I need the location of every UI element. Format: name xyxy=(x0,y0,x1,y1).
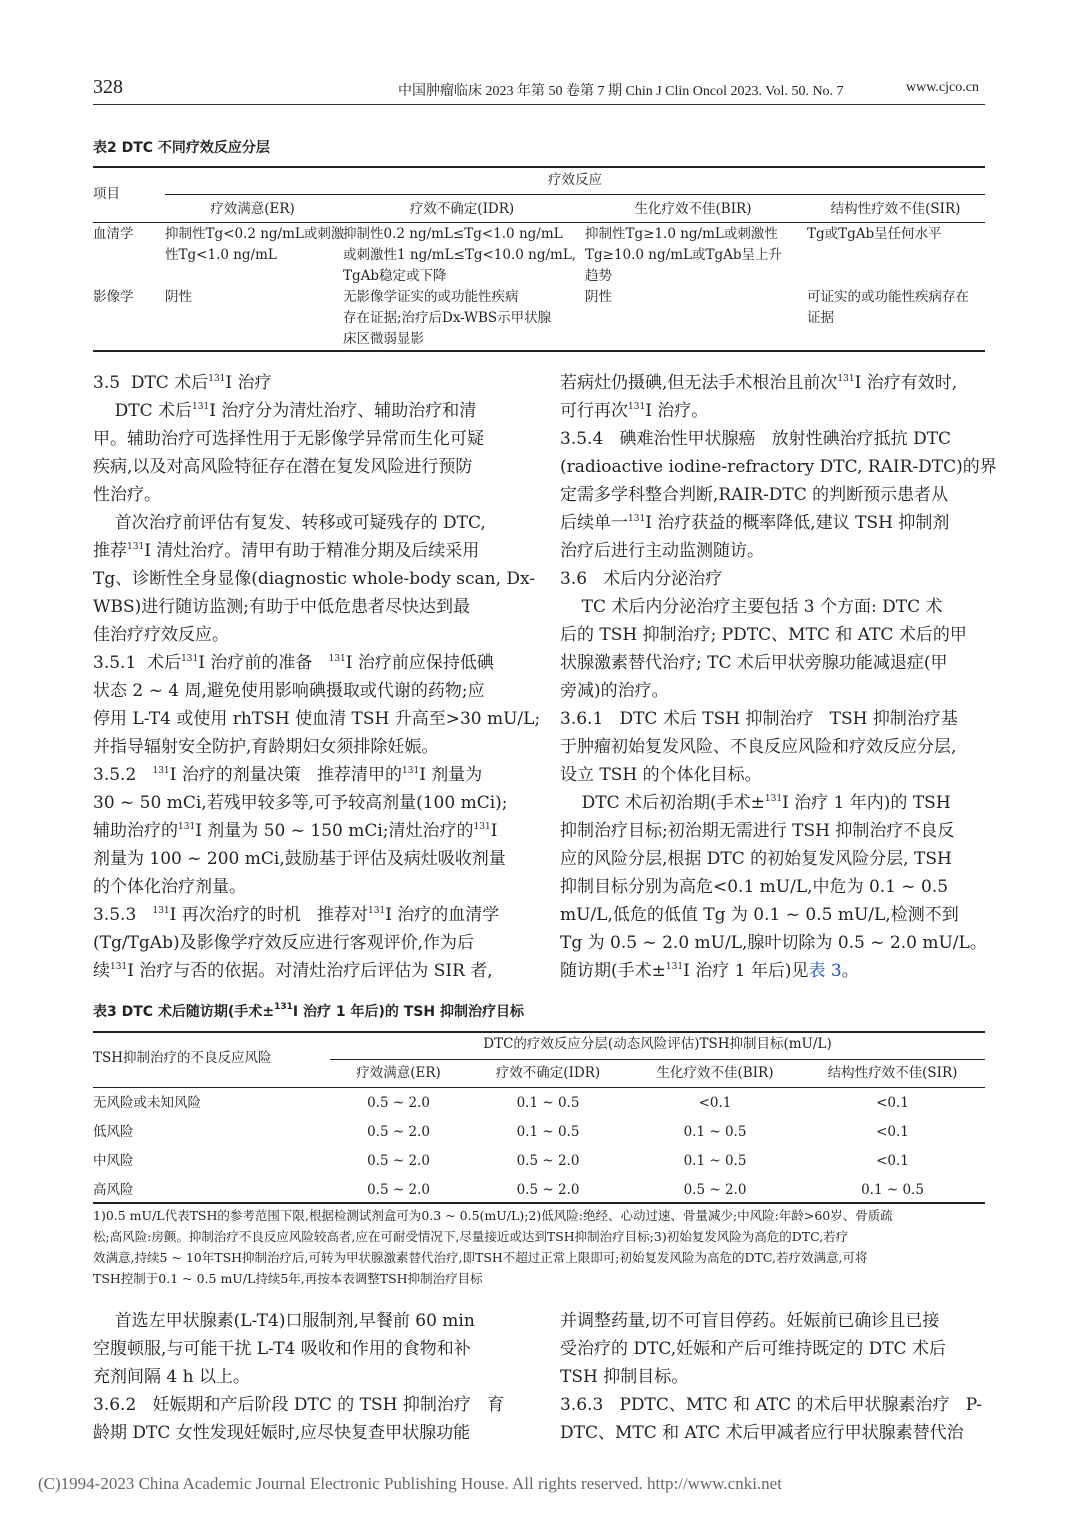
text-line: 辅助治疗的$^{131}$I 剂量为 50 ~ 150 mCi;清灶治疗的$^{131}$I xyxy=(93,821,498,841)
text-line: 定需多学科整合判断,RAIR-DTC 的判断预示患者从 xyxy=(560,485,949,505)
table3-top-rule xyxy=(93,1031,985,1033)
text-line: 3.5.2 $^{131}$I 治疗的剂量决策 推荐清甲的$^{131}$I 剂量为 xyxy=(93,765,483,785)
table2-col-idr: 疗效不确定(IDR) xyxy=(409,201,515,217)
text-line: 状腺激素替代治疗; TC 术后甲状旁腺功能减退症(甲 xyxy=(560,653,948,673)
table3-cell: 0.5 ~ 2.0 xyxy=(683,1182,747,1198)
text-line: 3.6.2 妊娠期和产后阶段 DTC 的 TSH 抑制治疗 育 xyxy=(93,1395,505,1415)
text-line: 设立 TSH 的个体化目标。 xyxy=(560,765,762,785)
table3-cell: 0.5 ~ 2.0 xyxy=(516,1153,580,1169)
table3-cell: <0.1 xyxy=(876,1124,909,1140)
table3-row-label: 中风险 xyxy=(93,1153,134,1169)
table2-cell: Tg或TgAb呈任何水平 xyxy=(807,226,942,242)
text-line: (Tg/TgAb)及影像学疗效反应进行客观评价,作为后 xyxy=(93,933,474,953)
table3-note-line: 1)0.5 mU/L代表TSH的参考范围下限,根据检测试剂盒可为0.3 ~ 0.5(mU/L);2)低风险:绝经、心动过速、骨量减少;中风险:年龄>60岁、骨质疏 xyxy=(93,1208,893,1223)
table2-cell: 抑制性0.2 ng/mL≤Tg<1.0 ng/mL 或刺激性1 ng/mL≤Tg<10.0 ng/mL, TgAb稳定或下降 xyxy=(343,226,577,284)
table2-col-bir: 生化疗效不佳(BIR) xyxy=(634,201,752,217)
table2-cell: 无影像学证实的或功能性疾病 存在证据;治疗后Dx-WBS示甲状腺 床区微弱显影 xyxy=(343,289,552,347)
table3-cell: 0.1 ~ 0.5 xyxy=(683,1153,747,1169)
text-line: 的个体化治疗剂量。 xyxy=(93,877,246,897)
copyright-footer: (C)1994-2023 China Academic Journal Electronic Publishing House. All rights reserved. http://www.cnki.net xyxy=(38,1474,782,1493)
table3-notes xyxy=(93,1205,893,1289)
table2-top-rule xyxy=(93,166,985,168)
text-line: 3.6.1 DTC 术后 TSH 抑制治疗 TSH 抑制治疗基 xyxy=(560,709,958,729)
text-line: 3.6 术后内分泌治疗 xyxy=(560,569,723,589)
text-line: 受治疗的 DTC,妊娠和产后可维持既定的 DTC 术后 xyxy=(560,1339,946,1359)
text-line: 于肿瘤初始复发风险、不良反应风险和疗效反应分层, xyxy=(560,737,957,757)
table2-cell: 抑制性Tg<0.2 ng/mL或刺激 性Tg<1.0 ng/mL xyxy=(165,226,345,263)
text-line: 治疗后进行主动监测随访。 xyxy=(560,541,764,561)
table3-cell: 0.5 ~ 2.0 xyxy=(367,1124,430,1140)
table3-cell: <0.1 xyxy=(876,1095,909,1111)
table2-row-label: 影像学 xyxy=(93,289,134,305)
table3-col-group: DTC的疗效反应分层(动态风险评估)TSH抑制目标(mU/L) xyxy=(483,1036,832,1052)
text-line: 龄期 DTC 女性发现妊娠时,应尽快复查甲状腺功能 xyxy=(93,1423,471,1443)
bottom-left-column xyxy=(93,1307,504,1447)
table2-group-rule xyxy=(165,194,985,195)
text-line: 甲。辅助治疗可选择性用于无影像学异常而生化可疑 xyxy=(93,429,484,449)
text-line: 状态 2 ~ 4 周,避免使用影响碘摄取或代谢的药物;应 xyxy=(93,681,485,701)
table2-col-er: 疗效满意(ER) xyxy=(210,201,295,217)
text-line: 首次治疗前评估有复发、转移或可疑残存的 DTC, xyxy=(93,513,486,533)
text-line: 3.5.3 $^{131}$I 再次治疗的时机 推荐对$^{131}$I 治疗的血清学 xyxy=(93,905,500,925)
table2-caption: 表2 DTC 不同疗效反应分层 xyxy=(93,140,270,156)
table2-cell: 抑制性Tg≥1.0 ng/mL或刺激性 Tg≥10.0 ng/mL或TgAb呈上升 趋势 xyxy=(585,226,782,284)
table3-cell: 0.5 ~ 2.0 xyxy=(367,1095,430,1111)
text-line: (radioactive iodine-refractory DTC, RAIR-DTC)的界 xyxy=(560,457,997,477)
table3-cell: 0.1 ~ 0.5 xyxy=(516,1124,580,1140)
text-line: 可行再次$^{131}$I 治疗。 xyxy=(560,401,709,421)
table2-bottom-rule xyxy=(93,350,985,352)
table3-row-label: 高风险 xyxy=(93,1182,134,1198)
table3-cell: <0.1 xyxy=(698,1095,732,1111)
text-line: 续$^{131}$I 治疗与否的依据。对清灶治疗后评估为 SIR 者, xyxy=(93,961,493,981)
table-reference-link[interactable]: 表 3 xyxy=(808,961,842,981)
text-line: 停用 L-T4 或使用 rhTSH 使血清 TSH 升高至>30 mU/L; xyxy=(93,709,541,729)
table3-col-bir: 生化疗效不佳(BIR) xyxy=(656,1065,774,1081)
table2-head-rule xyxy=(93,222,985,223)
table3-row-label: 无风险或未知风险 xyxy=(93,1095,201,1111)
text-line: 充剂间隔 4 h 以上。 xyxy=(93,1367,250,1387)
text-line: 后续单一$^{131}$I 治疗获益的概率降低,建议 TSH 抑制剂 xyxy=(560,513,950,533)
table3-col-idr: 疗效不确定(IDR) xyxy=(495,1065,601,1081)
table3-cell: 0.1 ~ 0.5 xyxy=(683,1124,747,1140)
text-line: DTC、MTC 和 ATC 术后甲减者应行甲状腺素替代治 xyxy=(560,1423,964,1443)
table3-row-label: 低风险 xyxy=(93,1124,134,1140)
text-line: 3.5 DTC 术后$^{131}$I 治疗 xyxy=(93,373,272,393)
text-line: 并调整药量,切不可盲目停药。妊娠前已确诊且已接 xyxy=(560,1311,940,1331)
table2-col-item: 项目 xyxy=(93,186,120,202)
text-line: 抑制治疗目标;初治期无需进行 TSH 抑制治疗不良反 xyxy=(560,821,955,841)
text-line: 若病灶仍摄碘,但无法手术根治且前次$^{131}$I 治疗有效时, xyxy=(560,373,958,393)
table3-col-er: 疗效满意(ER) xyxy=(356,1065,441,1081)
table3-cell: 0.5 ~ 2.0 xyxy=(367,1153,430,1169)
text-line: mU/L,低危的低值 Tg 为 0.1 ~ 0.5 mU/L,检测不到 xyxy=(560,905,959,925)
journal-header: 中国肿瘤临床 2023 年第 50 卷第 7 期 Chin J Clin Oncol 2023. Vol. 50. No. 7 xyxy=(398,84,844,99)
text-line: 3.5.4 碘难治性甲状腺癌 放射性碘治疗抵抗 DTC xyxy=(560,429,952,449)
table3-note-line: TSH控制于0.1 ~ 0.5 mU/L持续5年,再按本表调整TSH抑制治疗目标 xyxy=(93,1271,483,1286)
table2-row-label: 血清学 xyxy=(93,226,134,242)
body-right-column xyxy=(560,369,997,985)
table3-cell: 0.1 ~ 0.5 xyxy=(861,1182,924,1198)
text-line: DTC 术后$^{131}$I 治疗分为清灶治疗、辅助治疗和清 xyxy=(93,401,477,421)
table3-head-rule xyxy=(93,1087,985,1088)
text-line: 首选左甲状腺素(L-T4)口服制剂,早餐前 60 min xyxy=(93,1311,475,1331)
text-line: 剂量为 100 ~ 200 mCi,鼓励基于评估及病灶吸收剂量 xyxy=(93,849,506,869)
table3-caption: 表3 DTC 术后随访期(手术±$^{131}$I 治疗 1 年后)的 TSH 抑制治疗目标 xyxy=(93,1002,524,1020)
table2-cell: 阴性 xyxy=(585,289,612,305)
text-line: 3.6.3 PDTC、MTC 和 ATC 的术后甲状腺素治疗 P- xyxy=(560,1395,983,1415)
text-line: 推荐$^{131}$I 清灶治疗。清甲有助于精准分期及后续采用 xyxy=(93,541,480,561)
text-line: Tg、诊断性全身显像(diagnostic whole-body scan, Dx- xyxy=(93,569,536,589)
text-line: 并指导辐射安全防护,育龄期妇女须排除妊娠。 xyxy=(93,737,439,757)
text-line: 应的风险分层,根据 DTC 的初始复发风险分层, TSH xyxy=(560,849,952,869)
table2-cell: 可证实的或功能性疾病存在 证据 xyxy=(807,289,969,326)
text-line: 后的 TSH 抑制治疗; PDTC、MTC 和 ATC 术后的甲 xyxy=(560,625,967,645)
table2-cell: 阴性 xyxy=(165,289,192,305)
text-line: 佳治疗疗效反应。 xyxy=(93,625,229,645)
table2-col-group: 疗效反应 xyxy=(548,172,602,188)
table3-group-rule xyxy=(330,1059,985,1060)
table3-note-line: 效满意,持续5 ~ 10年TSH抑制治疗后,可转为甲状腺激素替代治疗,即TSH不超过正常上限即可;初始复发风险为高危的DTC,若疗效满意,可将 xyxy=(93,1250,868,1265)
table3-cell: 0.1 ~ 0.5 xyxy=(516,1095,580,1111)
table3-col-item: TSH抑制治疗的不良反应风险 xyxy=(93,1050,272,1066)
bottom-right-column xyxy=(560,1307,982,1447)
text-line: Tg 为 0.5 ~ 2.0 mU/L,腺叶切除为 0.5 ~ 2.0 mU/L。 xyxy=(560,933,987,953)
text-line: 3.5.1 术后$^{131}$I 治疗前的准备 $^{131}$I 治疗前应保持低碘 xyxy=(93,653,494,673)
table2-col-sir: 结构性疗效不佳(SIR) xyxy=(830,201,961,217)
table3-col-sir: 结构性疗效不佳(SIR) xyxy=(827,1065,958,1081)
page-number: 328 xyxy=(93,76,123,98)
text-line: WBS)进行随访监测;有助于中低危患者尽快达到最 xyxy=(93,597,470,617)
text-line: DTC 术后初治期(手术±$^{131}$I 治疗 1 年内)的 TSH xyxy=(560,793,951,813)
text-line: 随访期(手术±$^{131}$I 治疗 1 年后)见表 3。 xyxy=(560,961,859,981)
text-line: 抑制目标分别为高危<0.1 mU/L,中危为 0.1 ~ 0.5 xyxy=(560,877,949,897)
table3-bottom-rule xyxy=(93,1202,985,1204)
text-line: 空腹顿服,与可能干扰 L-T4 吸收和作用的食物和补 xyxy=(93,1339,471,1359)
text-line: 旁减)的治疗。 xyxy=(560,681,669,701)
table3-cell: <0.1 xyxy=(876,1153,909,1169)
table3-note-line: 松;高风险:房颤。抑制治疗不良反应风险较高者,应在可耐受情况下,尽量接近或达到TSH抑制治疗目标;3)初始复发风险为高危的DTC,若疗 xyxy=(93,1229,849,1244)
header-rule xyxy=(93,104,985,105)
text-line: TSH 抑制目标。 xyxy=(560,1367,689,1387)
journal-website: www.cjco.cn xyxy=(906,80,979,95)
text-line: 性治疗。 xyxy=(93,485,161,505)
text-line: 30 ~ 50 mCi,若残甲较多等,可予较高剂量(100 mCi); xyxy=(93,793,508,813)
table3-cell: 0.5 ~ 2.0 xyxy=(367,1182,430,1198)
body-left-column xyxy=(93,369,540,985)
text-line: TC 术后内分泌治疗主要包括 3 个方面: DTC 术 xyxy=(560,597,943,617)
table3-cell: 0.5 ~ 2.0 xyxy=(516,1182,580,1198)
text-line: 疾病,以及对高风险特征存在潜在复发风险进行预防 xyxy=(93,457,473,477)
